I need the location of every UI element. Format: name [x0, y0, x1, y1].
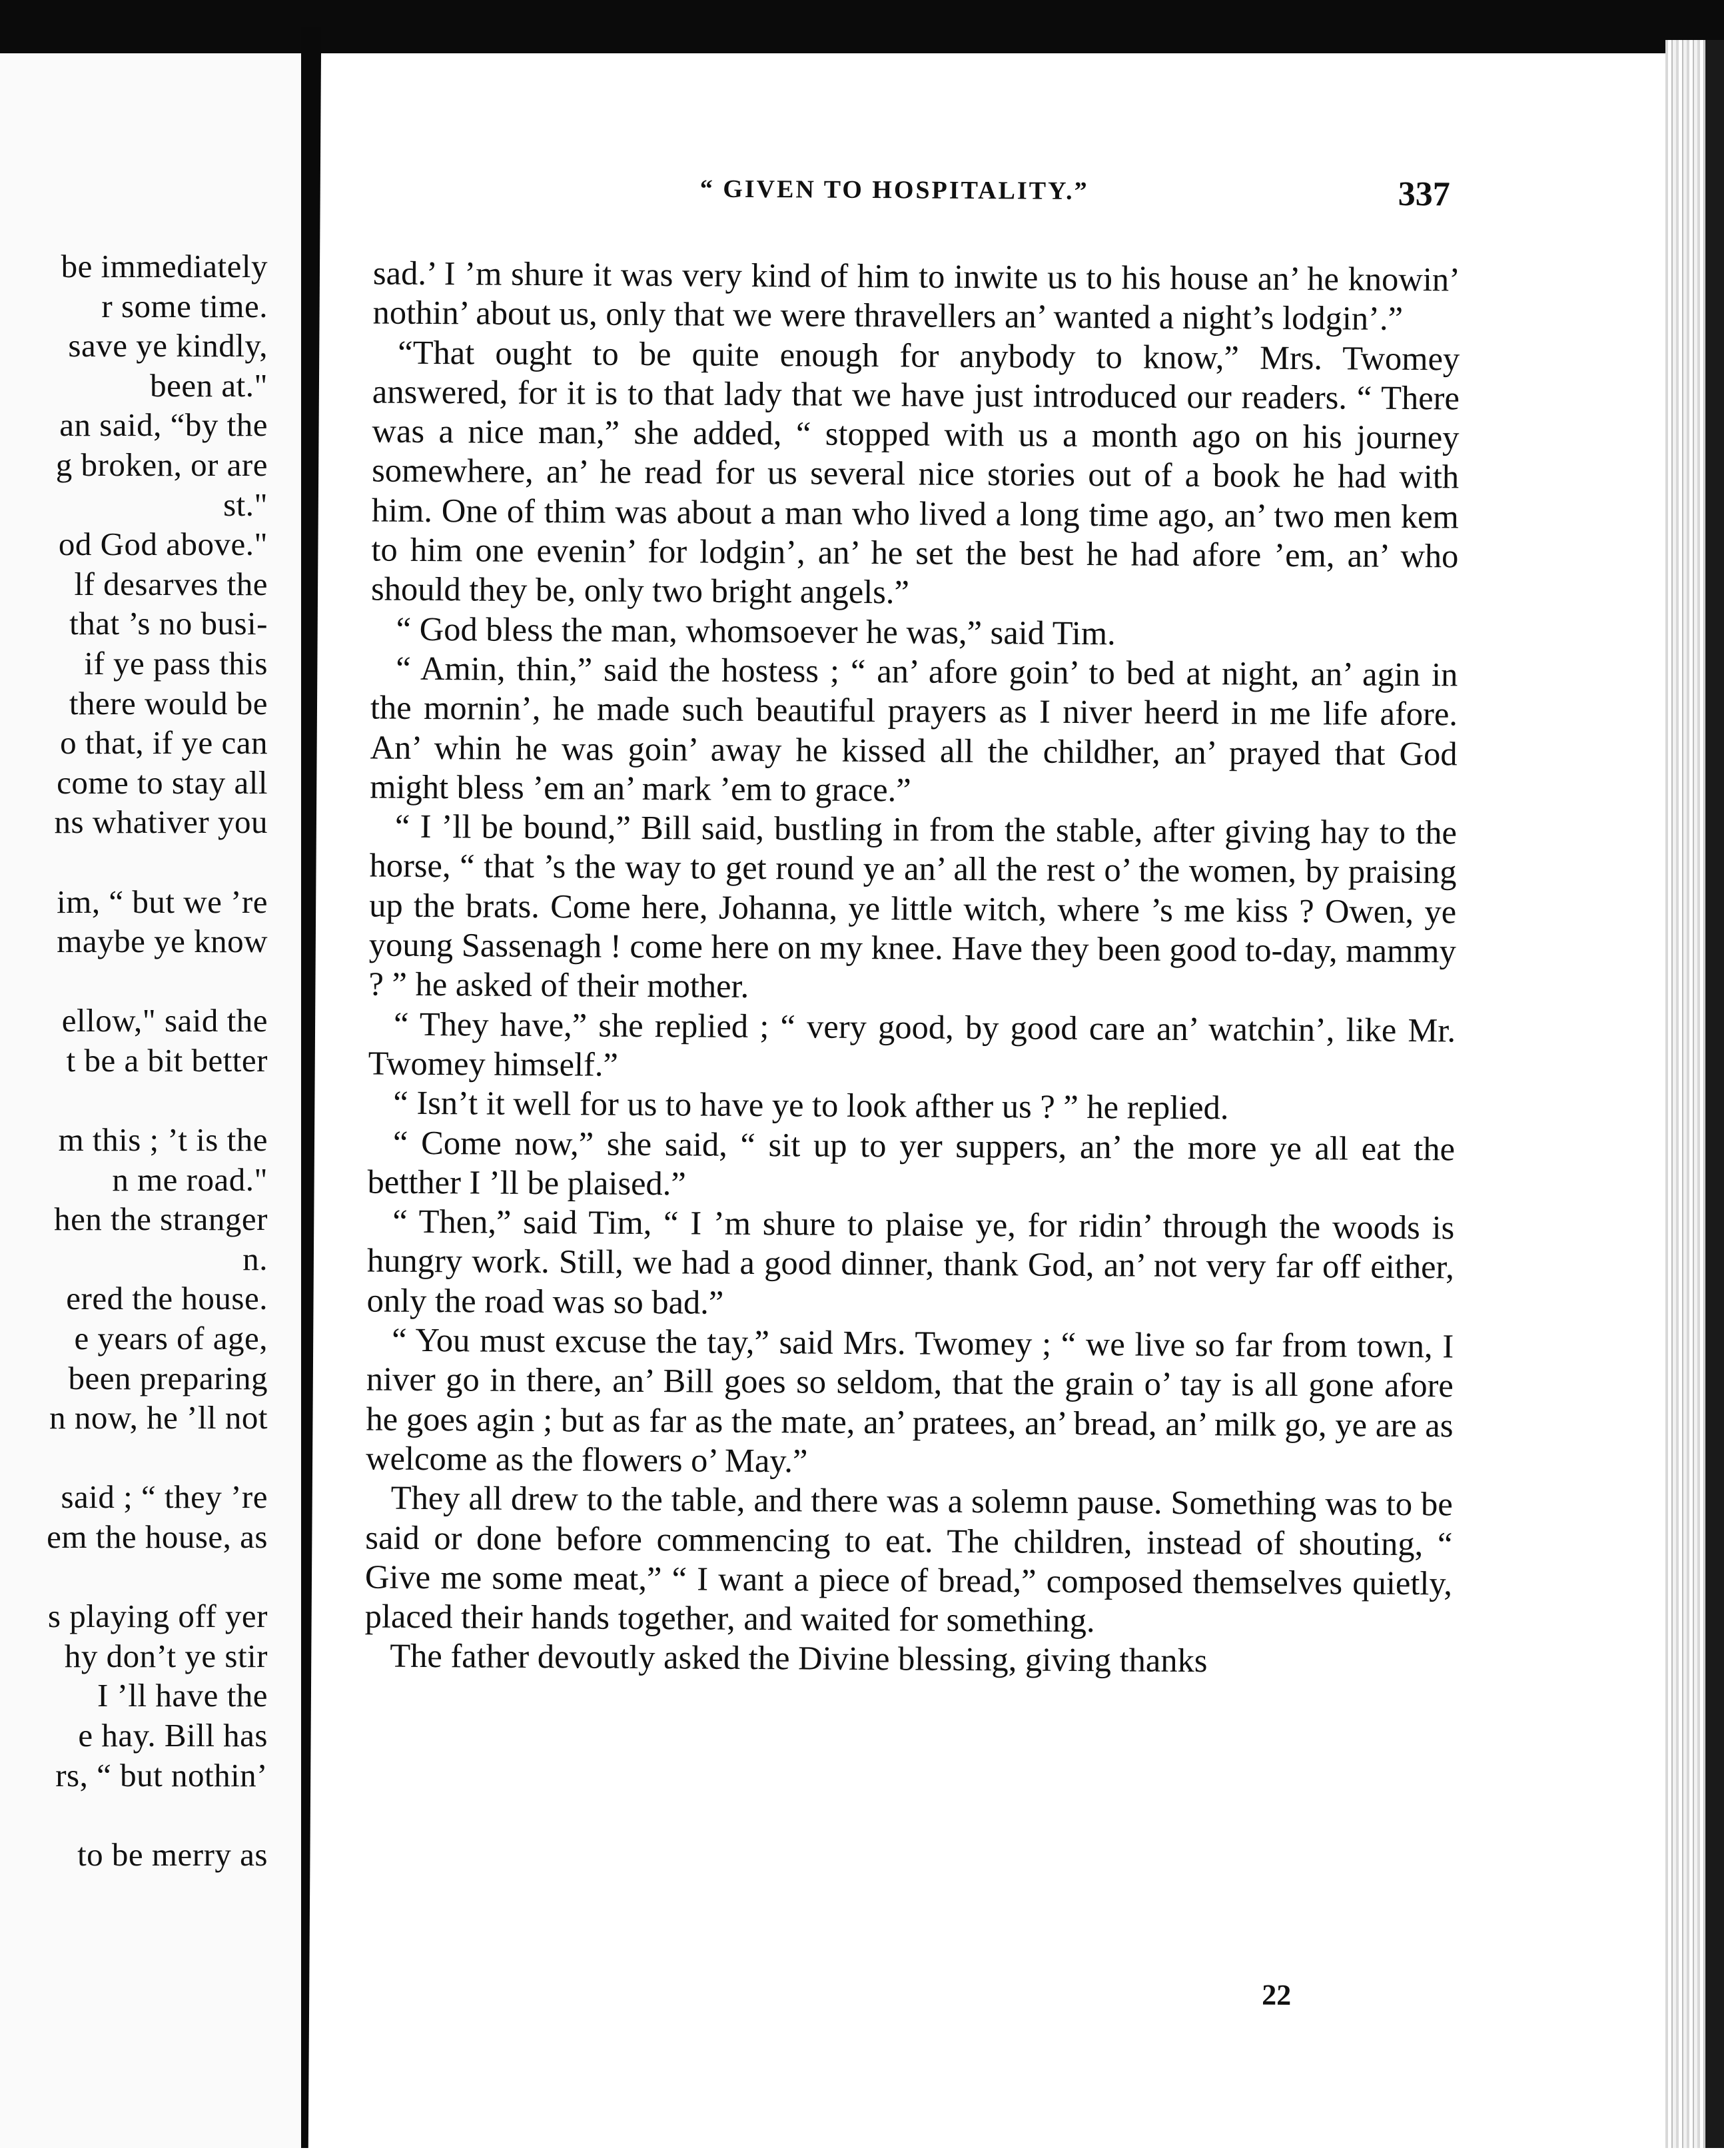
- left-page-line: [47, 961, 268, 1001]
- paragraph: “ Amin, thin,” said the hostess ; “ an’ afore goin’ to bed at night, an’ agin in the mornin’, he made such beautiful prayers as I niver heerd in me life afore. An’ whin he was goin’ away he kissed all the childher, an’ prayed that God might bless ’em an’ mark ’em to grace.”: [370, 649, 1458, 809]
- page-body: [364, 253, 1460, 1682]
- left-page-line: em the house, as: [47, 1518, 268, 1555]
- left-page-line: I ’ll have the: [97, 1677, 268, 1714]
- left-page-line: r some time.: [101, 287, 268, 324]
- signature-mark: 22: [1262, 1978, 1292, 2011]
- left-page-line: t be a bit better: [66, 1041, 268, 1079]
- left-page-text: [47, 247, 268, 1874]
- left-page-line: n me road.": [112, 1161, 268, 1198]
- left-page-line: rs, “ but nothin’: [55, 1756, 268, 1794]
- left-page-line: be immediately: [61, 248, 268, 284]
- scan-right-border: [1705, 40, 1724, 2148]
- paragraph: “ Then,” said Tim, “ I ’m shure to plaise ye, for ridin’ through the woods is hungry work. Still, we had a good dinner, thank God, an’ not very far off either, only the road was so bad.”: [366, 1202, 1455, 1321]
- left-page-line: e years of age,: [74, 1320, 268, 1357]
- left-page-line: ered the house.: [66, 1280, 268, 1317]
- left-page-line: o that, if ye can: [60, 724, 268, 762]
- left-page-line: g broken, or are: [55, 446, 268, 483]
- left-page-line: ns whativer you: [54, 804, 268, 841]
- left-page-line: lf desarves the: [74, 565, 268, 602]
- left-page-line: maybe ye know: [57, 923, 268, 960]
- right-page: [308, 53, 1667, 2156]
- left-page-line: [47, 1795, 268, 1835]
- left-page-line: an said, “by the: [59, 406, 268, 444]
- left-page-line: [47, 1080, 268, 1120]
- left-page-line: st.": [223, 486, 268, 523]
- left-page-line: [47, 1438, 268, 1478]
- running-head: “ GIVEN TO HOSPITALITY.”: [699, 175, 1089, 206]
- paragraph: “That ought to be quite enough for anybody to know,” Mrs. Twomey answered, for it is to that lady that we have just introduced our readers. “ There was a nice man,” she added, “ stopped with us a month ago on his journey somewhere, an’ he read for us several nice stories out of a book he had with him. One of thim was about a man who lived a long time ago, an’ two men kem to him one evenin’ for lodgin’, an’ he set the best he had afore ’em, an’ who should they be, only two bright angels.”: [370, 333, 1460, 611]
- left-page-line: if ye pass this: [84, 644, 268, 682]
- scan-top-border: [0, 0, 1724, 53]
- page-number: 337: [1398, 175, 1450, 214]
- paragraph: “ Isn’t it well for us to have ye to look afther us ? ” he replied.: [393, 1083, 1229, 1127]
- left-page-line: n.: [242, 1240, 268, 1277]
- left-page-line: n now, he ’ll not: [49, 1399, 268, 1436]
- left-page-line: ellow," said the: [61, 1002, 268, 1039]
- left-page-line: save ye kindly,: [68, 327, 268, 364]
- paragraph: “ God bless the man, whomsoever he was,” said Tim.: [396, 610, 1116, 652]
- paragraph: “ I ’ll be bound,” Bill said, bustling in from the stable, after giving hay to the horse, “ that ’s the way to get round ye an’ all the rest o’ the women, by praising up the brats. Come here, Johanna, ye little witch, where ’s me kiss ? Owen, ye young Sassenagh ! come here on my knee. Have they been good to-day, mammy ? ” he asked of their mother.: [368, 807, 1458, 1005]
- left-page-line: come to stay all: [57, 764, 268, 801]
- left-page-line: hen the stranger: [54, 1201, 268, 1238]
- left-page-line: [47, 842, 268, 882]
- left-page: [0, 53, 301, 2148]
- left-page-line: im, “ but we ’re: [57, 883, 268, 920]
- left-page-line: od God above.": [58, 526, 268, 563]
- left-page-line: [47, 1557, 268, 1597]
- left-page-line: m this ; ’t is the: [58, 1121, 268, 1159]
- left-page-line: to be merry as: [77, 1836, 268, 1873]
- left-page-line: hy don’t ye stir: [64, 1637, 268, 1674]
- left-page-line: been preparing: [68, 1359, 268, 1396]
- left-page-line: said ; “ they ’re: [61, 1478, 268, 1516]
- paragraph: “ Come now,” she said, “ sit up to yer suppers, an’ the more ye all eat the betther I ’ll be plaised.”: [367, 1123, 1456, 1203]
- paragraph: They all drew to the table, and there was a solemn pause. Something was to be said or done before commencing to eat. The children, instead of shouting, “ Give me some meat,” “ I want a piece of bread,” composed themselves quietly, placed their hands together, and waited for something.: [364, 1478, 1453, 1640]
- left-page-line: been at.": [150, 366, 268, 404]
- left-page-line: s playing off yer: [47, 1598, 268, 1635]
- paragraph: “ You must excuse the tay,” said Mrs. Twomey ; “ we live so far from town, I niver go in there, an’ Bill goes so seldom, that the grain o’ tay is all gone afore he goes agin ; but as far as the mate, an’ pratees, an’ bread, an’ milk go, ye are as welcome as the flowers o’ May.”: [365, 1321, 1454, 1480]
- left-page-line: there would be: [69, 684, 268, 722]
- paragraph: “ They have,” she replied ; “ very good, by good care an’ watchin’, like Mr. Twomey himself.”: [368, 1005, 1456, 1083]
- paragraph: The father devoutly asked the Divine blessing, giving thanks: [390, 1637, 1208, 1680]
- left-page-line: e hay. Bill has: [78, 1716, 268, 1754]
- paragraph: sad.’ I ’m shure it was very kind of him to inwite us to his house an’ he knowin’ nothin’ about us, only that we were thravellers an’ wanted a night’s lodgin’.”: [372, 254, 1461, 338]
- left-page-line: that ’s no busi-: [69, 605, 268, 642]
